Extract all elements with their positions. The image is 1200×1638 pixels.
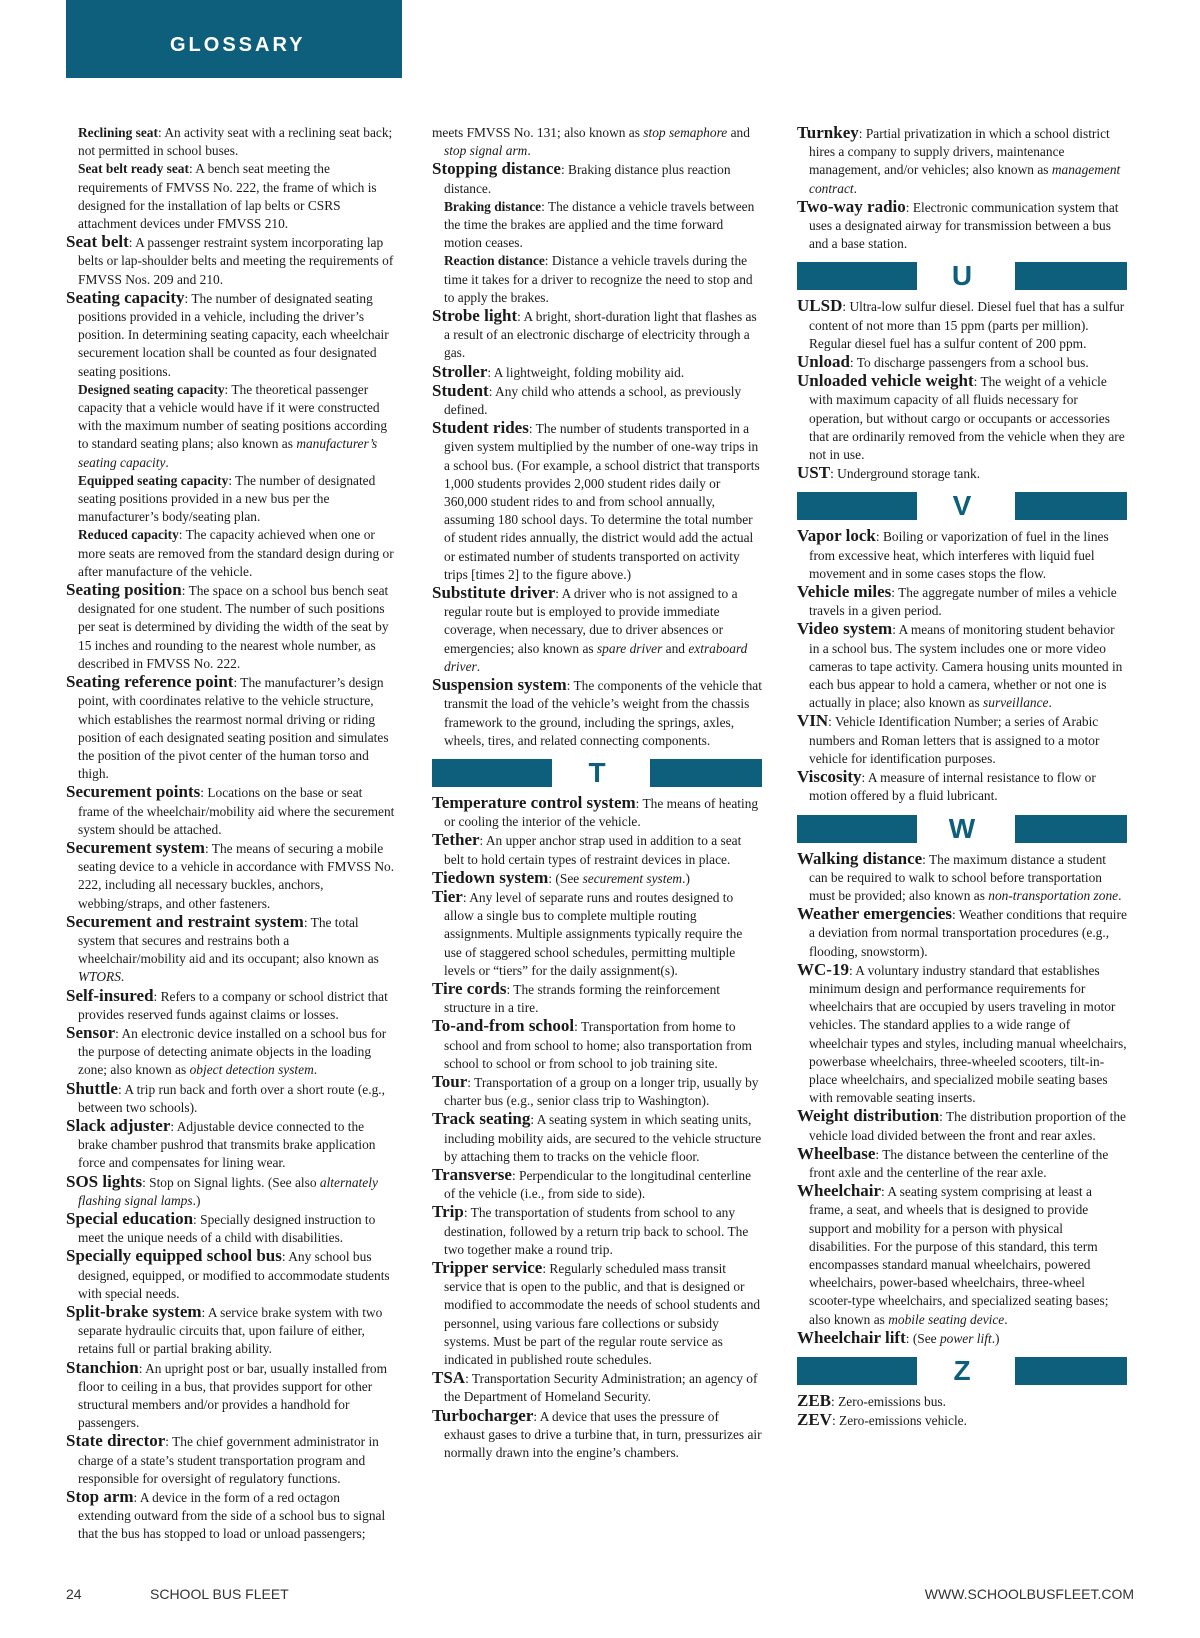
glossary-term: Temperature control system	[432, 792, 636, 812]
glossary-term: Walking distance	[797, 848, 923, 868]
glossary-definition-tail: .	[476, 658, 481, 674]
glossary-definition-tail: .)	[991, 1330, 1000, 1346]
glossary-term: Stopping distance	[432, 159, 561, 179]
glossary-definition: The components of the vehicle that transmit the load of the vehicle’s weight from the chassis framework to the ground, including the springs, axles, wheels, tires, and related connecting components.	[444, 678, 762, 748]
glossary-definition: Zero-emissions vehicle.	[839, 1413, 967, 1429]
glossary-term: To-and-from school	[432, 1016, 575, 1036]
glossary-entry: Reclining seat: An activity seat with a reclining seat back; not permitted in school buses.	[78, 125, 393, 159]
glossary-term: Unload	[797, 352, 850, 372]
glossary-entry: ZEB: Zero-emissions bus.	[797, 1390, 946, 1410]
glossary-term: Tier	[432, 886, 463, 906]
glossary-definition: A device in the form of a red octagon extending outward from the side of a school bus to signal that the bus has stopped to load or unload passengers;	[78, 1490, 386, 1542]
glossary-entry: Unload: To discharge passengers from a school bus.	[797, 352, 1089, 372]
glossary-term: Wheelchair lift	[797, 1327, 906, 1347]
glossary-term: Slack adjuster	[66, 1115, 171, 1135]
glossary-definition: meets FMVSS No. 131; also known as	[432, 125, 644, 140]
glossary-entry: Self-insured: Refers to a company or school district that provides reserved funds against claims or losses.	[66, 985, 388, 1022]
glossary-term: Wheelbase	[797, 1143, 876, 1163]
glossary-term: Seat belt	[66, 232, 129, 252]
glossary-definition-tail: and	[727, 125, 750, 140]
glossary-alias: WTORS	[78, 969, 121, 985]
section-letter: V	[952, 490, 972, 522]
glossary-entry: Shuttle: A trip run back and forth over a short route (e.g., between two schools).	[66, 1078, 385, 1115]
glossary-term: Suspension system	[432, 675, 567, 695]
letter-section-header	[797, 261, 1127, 291]
glossary-definition: Any level of separate runs and routes designed to allow a single bus to complete multiple routing assignments. Multiple assignments typically require the use of staggered school schedules, permitting multiple levels or “tiers” for the daily assignment(s).	[444, 889, 743, 978]
glossary-definition: The capacity achieved when one or more seats are removed from the standard design during or after manufacture of the vehicle.	[78, 527, 394, 579]
glossary-entry: Temperature control system: The means of heating or cooling the interior of the vehicle.	[432, 792, 759, 830]
publication-name: SCHOOL BUS FLEET	[150, 1586, 289, 1602]
glossary-entry: Seating position: The space on a school bus bench seat designated for one student. The number of such positions per seat is determined by dividing the width of the seat by 15 inches and rounding to the nearest whole number, as described in FMVSS No. 222.	[66, 580, 389, 671]
glossary-entry: Stanchion: An upright post or bar, usually installed from floor to ceiling in a bus, that provides support for other structural members and/or provides a handhold for passengers.	[66, 1357, 388, 1431]
glossary-definition-tail: .	[120, 969, 125, 985]
glossary-entry: Two-way radio: Electronic communication system that uses a designated airway for transmission between a bus and a base station.	[797, 196, 1119, 252]
glossary-term: Weight distribution	[797, 1106, 940, 1126]
glossary-definition: A driver who is not assigned to a regular route but is employed to provide immediate coverage, when necessary, due to driver absences or emergencies; also known as	[444, 586, 738, 656]
glossary-term: Two-way radio	[797, 196, 906, 216]
glossary-term: Unloaded vehicle weight	[797, 371, 974, 391]
glossary-definition: Regularly scheduled mass transit service that is open to the public, and that is designed or modified to accommodate the needs of school students and personnel, using various fare collections or subsidy systems. Must be part of the regular route service as indicated in published route schedules.	[444, 1260, 761, 1367]
glossary-term: Braking distance	[444, 198, 542, 214]
glossary-definition: Boiling or vaporization of fuel in the lines from excessive heat, which interferes with liquid fuel movement and in some cases stops the flow.	[809, 529, 1109, 581]
glossary-definition: The aggregate number of miles a vehicle travels in a given period.	[809, 585, 1117, 619]
glossary-definition: Any school bus designed, equipped, or modified to accommodate students with special needs.	[78, 1249, 390, 1301]
glossary-definition: The weight of a vehicle with maximum capacity of all fluids necessary for operation, but without cargo or occupants or accessories that are ordinarily removed from the vehicle when they are not in use.	[809, 374, 1125, 463]
glossary-definition: Underground storage tank.	[837, 466, 981, 482]
glossary-entry: Weight distribution: The distribution proportion of the vehicle load divided between the front and rear axles.	[797, 1106, 1127, 1143]
glossary-term: Stanchion	[66, 1357, 139, 1377]
glossary-entry: Wheelbase: The distance between the centerline of the front axle and the centerline of the rear axle.	[797, 1143, 1109, 1180]
glossary-entry: Turnkey: Partial privatization in which a school district hires a company to supply drivers, maintenance management, and/or vehicles; also known as management contract.	[797, 123, 1121, 196]
glossary-term: Vapor lock	[797, 526, 876, 546]
glossary-definition: An upright post or bar, usually installed from floor to ceiling in a bus, that provides support for other structural members and/or provides a handhold for passengers.	[78, 1360, 388, 1431]
glossary-definition: The distribution proportion of the vehicle load divided between the front and rear axles.	[809, 1109, 1127, 1143]
glossary-definition: Adjustable device connected to the brake chamber pushrod that transmits brake application force and compensates for lining wear.	[78, 1118, 376, 1171]
glossary-term: Student	[432, 380, 489, 400]
glossary-term: ZEV	[797, 1410, 832, 1430]
section-letter: U	[951, 260, 973, 292]
glossary-entry: Seat belt ready seat: A bench seat meeting the requirements of FMVSS No. 222, the frame of which is designed for the installation of lap belts or CSRS attachment devices under FMVSS 210.	[78, 161, 377, 232]
glossary-entry: Tier: Any level of separate runs and routes designed to allow a single bus to complete multiple routing assignments. Multiple assignments typically require the use of staggered school schedules, permitting multiple levels or “tiers” for the daily assignment(s).	[432, 886, 743, 978]
glossary-term: Wheelchair	[797, 1181, 882, 1201]
glossary-term: Seating position	[66, 580, 182, 600]
glossary-entry: Vehicle miles: The aggregate number of miles a vehicle travels in a given period.	[797, 582, 1117, 619]
glossary-entry: Stop arm: A device in the form of a red octagon extending outward from the side of a school bus to signal that the bus has stopped to load or unload passengers;	[66, 1487, 386, 1542]
glossary-entry: Weather emergencies: Weather conditions that require a deviation from normal transportation procedures (e.g., flooding, snowstorm).	[797, 904, 1127, 959]
glossary-entry: Reaction distance: Distance a vehicle travels during the time it takes for a driver to recognize the need to stop and to apply the brakes.	[444, 253, 753, 305]
glossary-definition: Stop on Signal lights. (See also	[149, 1174, 320, 1190]
glossary-definition: The distance between the centerline of the front axle and the centerline of the rear axle.	[809, 1146, 1109, 1180]
glossary-entry: To-and-from school: Transportation from home to school and from school to home; also transportation from school to school or from school to job training site.	[432, 1016, 752, 1071]
glossary-term: State director	[66, 1431, 166, 1451]
glossary-term: Seating capacity	[66, 287, 185, 307]
glossary-definition-tail: .	[853, 180, 857, 196]
glossary-term: Trip	[432, 1202, 464, 1222]
glossary-definition: Any child who attends a school, as previously defined.	[444, 383, 742, 418]
glossary-definition: A voluntary industry standard that establishes minimum design and performance requirements for wheelchairs that are occupied by users traveling in motor vehicles. The standard applies to a wide range of wheelchair types and styles, including manual wheelchairs, powerbase wheelchairs, three-wheeled scooters, tilt-in-place wheelchairs, and specialized mobile seating bases with removable seating inserts.	[809, 962, 1127, 1106]
section-title: GLOSSARY	[170, 34, 306, 56]
glossary-definition: Transportation of a group on a longer trip, usually by charter bus (e.g., senior class trip to Washington).	[444, 1074, 759, 1109]
glossary-entry: Turbocharger: A device that uses the pressure of exhaust gases to drive a turbine that, in turn, pressurizes air normally drawn into the engine’s chambers.	[432, 1405, 762, 1461]
glossary-term: Substitute driver	[432, 583, 556, 603]
glossary-definition-tail: .	[165, 454, 169, 470]
glossary-definition: (See	[912, 1330, 940, 1346]
glossary-alias: manufacturer’s seating capacity	[78, 436, 378, 470]
glossary-alias: power lift	[939, 1330, 992, 1346]
glossary-entry: ZEV: Zero-emissions vehicle.	[797, 1410, 967, 1430]
glossary-definition: A lightweight, folding mobility aid.	[493, 364, 685, 380]
glossary-column-3	[797, 124, 1127, 1430]
glossary-definition: The number of designated seating positions provided in a vehicle, including the driver’s position. In determining seating capacity, each wheelchair securement location shall be counted as four designated seating positions.	[78, 290, 389, 379]
glossary-entry: Viscosity: A measure of internal resistance to flow or motion offered by a fluid lubricant.	[797, 767, 1096, 804]
glossary-term: Sensor	[66, 1022, 116, 1042]
glossary-alias: extraboard driver	[444, 640, 748, 674]
glossary-entry: Braking distance: The distance a vehicle travels between the time the brakes are applied and the time forward motion ceases.	[444, 198, 755, 251]
glossary-definition: Zero-emissions bus.	[838, 1393, 946, 1409]
glossary-term: VIN	[797, 711, 829, 731]
glossary-entry: Stopping distance: Braking distance plus reaction distance.	[432, 159, 731, 196]
glossary-term: ULSD	[797, 296, 843, 316]
glossary-entry: Tire cords: The strands forming the reinforcement structure in a tire.	[432, 978, 721, 1016]
glossary-entry: Strobe light: A bright, short-duration light that flashes as a result of an electronic discharge of electricity through a gas.	[432, 306, 757, 361]
glossary-term: Vehicle miles	[797, 582, 892, 602]
glossary-entry: Unloaded vehicle weight: The weight of a vehicle with maximum capacity of all fluids necessary for operation, but without cargo or occupants or accessories that are ordinarily removed from the vehicle when they are not in use.	[797, 371, 1125, 463]
glossary-definition: The means of heating or cooling the interior of the vehicle.	[444, 795, 759, 830]
glossary-term: Reclining seat	[78, 125, 158, 140]
glossary-alias: surveillance	[983, 695, 1049, 711]
glossary-term: SOS lights	[66, 1171, 143, 1191]
glossary-term: Stop arm	[66, 1487, 134, 1507]
glossary-definition-tail: .	[1048, 695, 1052, 711]
glossary-definition: Ultra-low sulfur diesel. Diesel fuel that has a sulfur content of not more than 15 ppm (parts per million). Regular diesel fuel has a sulfur content of 200 ppm.	[809, 299, 1125, 351]
glossary-alias: alternately flashing signal lamps	[78, 1174, 378, 1208]
letter-section-header	[797, 491, 1127, 521]
glossary-definition: A trip run back and forth over a short route (e.g., between two schools).	[78, 1081, 385, 1115]
glossary-definition: Transportation from home to school and from school to home; also transportation from school to school or from school to job training site.	[444, 1019, 752, 1071]
section-letter: W	[948, 812, 976, 844]
glossary-term: Tether	[432, 830, 480, 850]
glossary-entry: ULSD: Ultra-low sulfur diesel. Diesel fuel that has a sulfur content of not more than 15 ppm (parts per million). Regular diesel fuel has a sulfur content of 200 ppm.	[797, 296, 1125, 351]
glossary-definition: The space on a school bus bench seat designated for one student. The number of such positions per seat is determined by dividing the width of the seat by 15 inches and rounding to the nearest whole number, as described in FMVSS No. 222.	[78, 583, 389, 671]
glossary-definition: An upper anchor strap used in addition to a seat belt to hold certain types of restraint devices in place.	[444, 833, 742, 867]
glossary-entry: Seat belt: A passenger restraint system incorporating lap belts or lap-shoulder belts and meeting the requirements of FMVSS Nos. 209 and 210.	[66, 232, 394, 287]
glossary-entry: Track seating: A seating system in which seating units, including mobility aids, are secured to the vehicle structure by attaching them to tracks on the vehicle floor.	[432, 1109, 762, 1164]
glossary-entry: Student: Any child who attends a school, as previously defined.	[432, 380, 742, 418]
glossary-term: Viscosity	[797, 767, 862, 787]
glossary-term: Transverse	[432, 1164, 512, 1184]
page-number: 24	[66, 1586, 82, 1602]
glossary-definition: The means of securing a mobile seating device to a vehicle in accordance with FMVSS No. 222, including all necessary buckles, anchors, webbing/straps, and other fasteners.	[78, 840, 395, 911]
glossary-definition: Transportation Security Administration; an agency of the Department of Homeland Security.	[444, 1371, 758, 1405]
glossary-term: Seat belt ready seat	[78, 161, 189, 177]
glossary-term: Special education	[66, 1208, 194, 1228]
glossary-term: Securement points	[66, 782, 201, 802]
glossary-definition-tail: .	[527, 143, 531, 159]
glossary-entry: Securement system: The means of securing a mobile seating device to a vehicle in accordance with FMVSS No. 222, including all necessary buckles, anchors, webbing/straps, and other fasteners.	[66, 837, 395, 911]
glossary-definition: A passenger restraint system incorporating lap belts or lap-shoulder belts and meeting the requirements of FMVSS Nos. 209 and 210.	[78, 235, 394, 287]
glossary-entry	[432, 124, 762, 160]
glossary-term: Specially equipped school bus	[66, 1246, 282, 1266]
glossary-definition: The number of designated seating positions provided in a new bus per the manufacturer’s body/seating plan.	[78, 472, 376, 525]
glossary-entry: VIN: Vehicle Identification Number; a series of Arabic numbers and Roman letters that is assigned to a motor vehicle for identification purposes.	[797, 711, 1100, 766]
glossary-definition: The theoretical passenger capacity that a vehicle would have if it were constructed with the maximum number of seating positions according to standard seating plans; also known as	[78, 381, 388, 452]
glossary-entry: Equipped seating capacity: The number of designated seating positions provided in a new bus per the manufacturer’s body/seating plan.	[78, 472, 376, 525]
glossary-definition: Braking distance plus reaction distance.	[444, 162, 731, 196]
glossary-definition: The chief government administrator in charge of a state’s student transportation program and responsible for oversight of regulatory functions.	[78, 1434, 379, 1486]
glossary-definition: A seating system comprising at least a frame, a seat, and wheels that is designed to provide support and mobility for a person with physical disabilities. For the purpose of this standard, this term encompasses standard manual wheelchairs, powered wheelchairs, power-based wheelchairs, three-wheel scooter-type wheelchairs, and specialized seating bases; also known as	[809, 1184, 1109, 1327]
glossary-definition: The manufacturer’s design point, with coordinates relative to the vehicle structure, which establishes the rearmost normal driving or riding position of each designated seating position and simulates the position of the pivot center of the human torso and thigh.	[78, 675, 389, 782]
glossary-term: WC-19	[797, 959, 849, 979]
glossary-term: UST	[797, 463, 831, 483]
glossary-alias: stop signal arm	[444, 143, 528, 159]
glossary-alias: management contract	[809, 162, 1121, 196]
glossary-definition: Refers to a company or school district that provides reserved funds against claims or losses.	[78, 988, 388, 1022]
glossary-alias: stop semaphore	[643, 125, 728, 140]
glossary-term: Securement system	[66, 837, 205, 857]
glossary-entry: Wheelchair lift: (See power lift.)	[797, 1327, 1000, 1347]
glossary-definition: Perpendicular to the longitudinal centerline of the vehicle (i.e., from side to side).	[444, 1167, 752, 1202]
glossary-entry: Seating capacity: The number of designated seating positions provided in a vehicle, including the driver’s position. In determining seating capacity, each wheelchair securement location shall be counted as four designated seating positions.	[66, 287, 389, 379]
glossary-definition: A bright, short-duration light that flashes as a result of an electronic discharge of electricity through a gas.	[444, 309, 757, 361]
glossary-term: Reaction distance	[444, 253, 545, 269]
publication-url: WWW.SCHOOLBUSFLEET.COM	[924, 1586, 1134, 1602]
glossary-definition: Vehicle Identification Number; a series of Arabic numbers and Roman letters that is assigned to a motor vehicle for identification purposes.	[809, 714, 1100, 766]
glossary-entry: Trip: The transportation of students from school to any destination, followed by a return trip back to school. The two together make a round trip.	[432, 1202, 749, 1257]
glossary-entry: Special education: Specially designed instruction to meet the unique needs of a child with disabilities.	[66, 1208, 376, 1246]
glossary-definition: A seating system in which seating units, including mobility aids, are secured to the vehicle structure by attaching them to tracks on the vehicle floor.	[444, 1112, 762, 1164]
glossary-entry: Seating reference point: The manufacturer’s design point, with coordinates relative to the vehicle structure, which establishes the rearmost normal driving or riding position of each designated seating position and simulates the position of the pivot center of the human torso and thigh.	[66, 672, 389, 782]
glossary-definition: Weather conditions that require a deviation from normal transportation procedures (e.g., flooding, snowstorm).	[809, 907, 1127, 959]
glossary-definition: An activity seat with a reclining seat back; not permitted in school buses.	[78, 125, 393, 159]
glossary-entry: Wheelchair: A seating system comprising at least a frame, a seat, and wheels that is designed to provide support and mobility for a person with physical disabilities. For the purpose of this standard, this term encompasses standard manual wheelchairs, powered wheelchairs, power-based wheelchairs, three-wheel scooter-type wheelchairs, and specialized seating bases; also known as mobile seating device.	[797, 1181, 1109, 1327]
glossary-entry: WC-19: A voluntary industry standard that establishes minimum design and performance requirements for wheelchairs that are occupied by users traveling in motor vehicles. The standard applies to a wide range of wheelchair types and styles, including manual wheelchairs, powerbase wheelchairs, three-wheeled scooters, tilt-in-place wheelchairs, and specialized mobile seating bases with removable seating inserts.	[797, 959, 1127, 1106]
glossary-term: ZEB	[797, 1390, 832, 1410]
glossary-term: Tripper service	[432, 1257, 543, 1277]
glossary-definition: Locations on the base or seat frame of the wheelchair/mobility aid where the securement system should be attached.	[78, 785, 395, 837]
glossary-term: TSA	[432, 1368, 466, 1388]
glossary-definition: (See	[555, 870, 583, 886]
glossary-alias: object detection system	[189, 1062, 314, 1078]
glossary-term: Self-insured	[66, 985, 154, 1005]
glossary-entry: Stroller: A lightweight, folding mobility aid.	[432, 361, 685, 381]
glossary-term: Track seating	[432, 1109, 531, 1129]
glossary-column-2	[432, 124, 762, 1462]
glossary-term: Weather emergencies	[797, 904, 952, 924]
glossary-definition: A bench seat meeting the requirements of FMVSS No. 222, the frame of which is designed for the installation of lap belts or CSRS attachment devices under FMVSS 210.	[78, 161, 377, 232]
glossary-alias: spare driver	[596, 640, 663, 656]
section-letter: Z	[953, 1354, 971, 1386]
glossary-entry: Slack adjuster: Adjustable device connected to the brake chamber pushrod that transmits brake application force and compensates for lining wear.	[66, 1115, 376, 1171]
letter-section-header	[432, 758, 762, 788]
letter-section-header	[797, 1356, 1127, 1386]
glossary-definition: To discharge passengers from a school bus.	[856, 355, 1089, 371]
glossary-definition: An electronic device installed on a school bus for the purpose of detecting animate objects in the loading zone; also known as	[78, 1025, 387, 1078]
glossary-alias: mobile seating device	[888, 1311, 1005, 1327]
glossary-definition-tail: .	[313, 1062, 318, 1078]
glossary-definition: Specially designed instruction to meet the unique needs of a child with disabilities.	[78, 1211, 376, 1246]
glossary-definition: Partial privatization in which a school district hires a company to supply drivers, maintenance management, and/or vehicles; also known as	[809, 126, 1110, 178]
glossary-entry: Tour: Transportation of a group on a longer trip, usually by charter bus (e.g., senior class trip to Washington).	[432, 1071, 759, 1109]
glossary-entry: UST: Underground storage tank.	[797, 463, 981, 483]
glossary-term: Split-brake system	[66, 1302, 202, 1321]
glossary-definition: Electronic communication system that uses a designated airway for transmission between a bus and a base station.	[809, 199, 1119, 252]
glossary-definition: A means of monitoring student behavior in a school bus. The system includes one or more video cameras to tape activity. Camera housing units mounted in each bus appear to hold a camera, whether or not one is actually in place; also known as	[809, 622, 1123, 711]
glossary-term: Securement and restraint system	[66, 911, 304, 931]
glossary-entry: Securement and restraint system: The total system that secures and restrains both a wheelchair/mobility aid and its occupant; also known as WTORS.	[66, 911, 379, 985]
glossary-term: Reduced capacity	[78, 527, 179, 543]
glossary-definition-tail: and	[662, 640, 689, 656]
glossary-definition: The maximum distance a student can be required to walk to school before transportation must be provided; also known as	[809, 851, 1107, 903]
glossary-entry: Tripper service: Regularly scheduled mass transit service that is open to the public, and that is designed or modified to accommodate the needs of school students and personnel, using various fare collections or subsidy systems. Must be part of the regular route service as indicated in published route schedules.	[432, 1257, 761, 1367]
glossary-alias: securement system	[582, 870, 683, 886]
glossary-definition: The transportation of students from school to any destination, followed by a return trip back to school. The two together make a round trip.	[444, 1205, 749, 1257]
glossary-term: Tour	[432, 1071, 468, 1091]
glossary-entry: TSA: Transportation Security Administration; an agency of the Department of Homeland Security.	[432, 1368, 758, 1405]
glossary-term: Strobe light	[432, 306, 518, 326]
glossary-entry: Substitute driver: A driver who is not assigned to a regular route but is employed to provide immediate coverage, when necessary, due to driver absences or emergencies; also known as spare driver and extraboard driver.	[432, 583, 748, 674]
section-header-band	[66, 0, 402, 78]
glossary-term: Student rides	[432, 418, 529, 438]
glossary-term: Seating reference point	[66, 672, 234, 692]
glossary-column-1	[66, 124, 396, 1544]
glossary-entry: Tiedown system: (See securement system.)	[432, 867, 690, 887]
glossary-entry: State director: The chief government administrator in charge of a state’s student transportation program and responsible for oversight of regulatory functions.	[66, 1431, 379, 1486]
glossary-entry: Transverse: Perpendicular to the longitudinal centerline of the vehicle (i.e., from side to side).	[432, 1164, 752, 1202]
glossary-entry: Tether: An upper anchor strap used in addition to a seat belt to hold certain types of restraint devices in place.	[432, 830, 742, 867]
glossary-entry: Reduced capacity: The capacity achieved when one or more seats are removed from the standard design during or after manufacture of the vehicle.	[78, 527, 394, 579]
glossary-definition-tail: .)	[192, 1192, 201, 1208]
letter-section-header	[797, 814, 1127, 844]
glossary-entry: Specially equipped school bus: Any school bus designed, equipped, or modified to accommodate students with special needs.	[66, 1246, 390, 1301]
glossary-entry: Sensor: An electronic device installed on a school bus for the purpose of detecting animate objects in the loading zone; also known as object detection system.	[66, 1022, 387, 1078]
glossary-entry: Split-brake system: A service brake system with two separate hydraulic circuits that, upon failure of either, retains full or partial braking ability.	[66, 1302, 383, 1357]
glossary-term: Turnkey	[797, 123, 859, 142]
glossary-definition: The distance a vehicle travels between the time the brakes are applied and the time forward motion ceases.	[444, 198, 755, 251]
glossary-alias: non-transportation zone	[988, 887, 1119, 903]
glossary-term: Stroller	[432, 361, 488, 381]
glossary-definition: A measure of internal resistance to flow or motion offered by a fluid lubricant.	[809, 770, 1096, 804]
glossary-entry: Walking distance: The maximum distance a student can be required to walk to school before transportation must be provided; also known as non-transportation zone.	[797, 848, 1122, 903]
glossary-definition: The total system that secures and restrains both a wheelchair/mobility aid and its occupant; also known as	[78, 914, 379, 967]
glossary-definition: The strands forming the reinforcement structure in a tire.	[444, 981, 721, 1016]
glossary-term: Tire cords	[432, 978, 507, 998]
glossary-term: Equipped seating capacity	[78, 472, 229, 488]
glossary-entry: Securement points: Locations on the base or seat frame of the wheelchair/mobility aid where the securement system should be attached.	[66, 782, 395, 837]
glossary-entry: Designed seating capacity: The theoretical passenger capacity that a vehicle would have if it were constructed with the maximum number of seating positions according to standard seating plans; also known as manufacturer’s seating capacity.	[78, 381, 388, 470]
glossary-term: Turbocharger	[432, 1405, 534, 1425]
glossary-definition-tail: .	[1004, 1311, 1008, 1327]
glossary-entry: SOS lights: Stop on Signal lights. (See also alternately flashing signal lamps.)	[66, 1171, 378, 1208]
glossary-term: Designed seating capacity	[78, 381, 225, 397]
glossary-term: Shuttle	[66, 1078, 118, 1098]
glossary-entry: Video system: A means of monitoring student behavior in a school bus. The system includes one or more video cameras to tape activity. Camera housing units mounted in each bus appear to hold a camera, whether or not one is actually in place; also known as surveillance.	[797, 619, 1123, 711]
glossary-definition: Distance a vehicle travels during the time it takes for a driver to recognize the need to stop and to apply the brakes.	[444, 253, 753, 305]
section-letter: T	[588, 756, 606, 788]
glossary-definition: A service brake system with two separate hydraulic circuits that, upon failure of either, retains full or partial braking ability.	[78, 1305, 383, 1357]
glossary-term: Video system	[797, 619, 893, 639]
glossary-entry: Suspension system: The components of the vehicle that transmit the load of the vehicle’s weight from the chassis framework to the ground, including the springs, axles, wheels, tires, and related connecting components.	[432, 675, 762, 748]
glossary-definition-tail: .	[1118, 887, 1122, 903]
glossary-term: Tiedown system	[432, 867, 549, 887]
glossary-entry: Student rides: The number of students transported in a given system multiplied by the number of one-way trips in a school bus. (For example, a school district that transports 1,000 students provides 2,000 student rides daily or 360,000 student rides to and from school annually, assuming 180 school days. To determine the total number of student rides annually, the district would add the actual or estimated number of students transported on activity trips [times 2] to the figure above.)	[432, 418, 760, 582]
glossary-entry: Vapor lock: Boiling or vaporization of fuel in the lines from excessive heat, which interferes with liquid fuel movement and in some cases stops the flow.	[797, 526, 1109, 581]
glossary-definition: The number of students transported in a given system multiplied by the number of one-way trips in a school bus. (For example, a school district that transports 1,000 students provides 2,000 student rides daily or 360,000 student rides to and from school annually, assuming 180 school days. To determine the total number of student rides annually, the district would add the actual or estimated number of students transported on activity trips [times 2] to the figure above.)	[444, 421, 760, 582]
glossary-definition: A device that uses the pressure of exhaust gases to drive a turbine that, in turn, pressurizes air normally drawn into the engine’s chambers.	[444, 1408, 762, 1461]
glossary-definition-tail: .)	[682, 870, 690, 886]
